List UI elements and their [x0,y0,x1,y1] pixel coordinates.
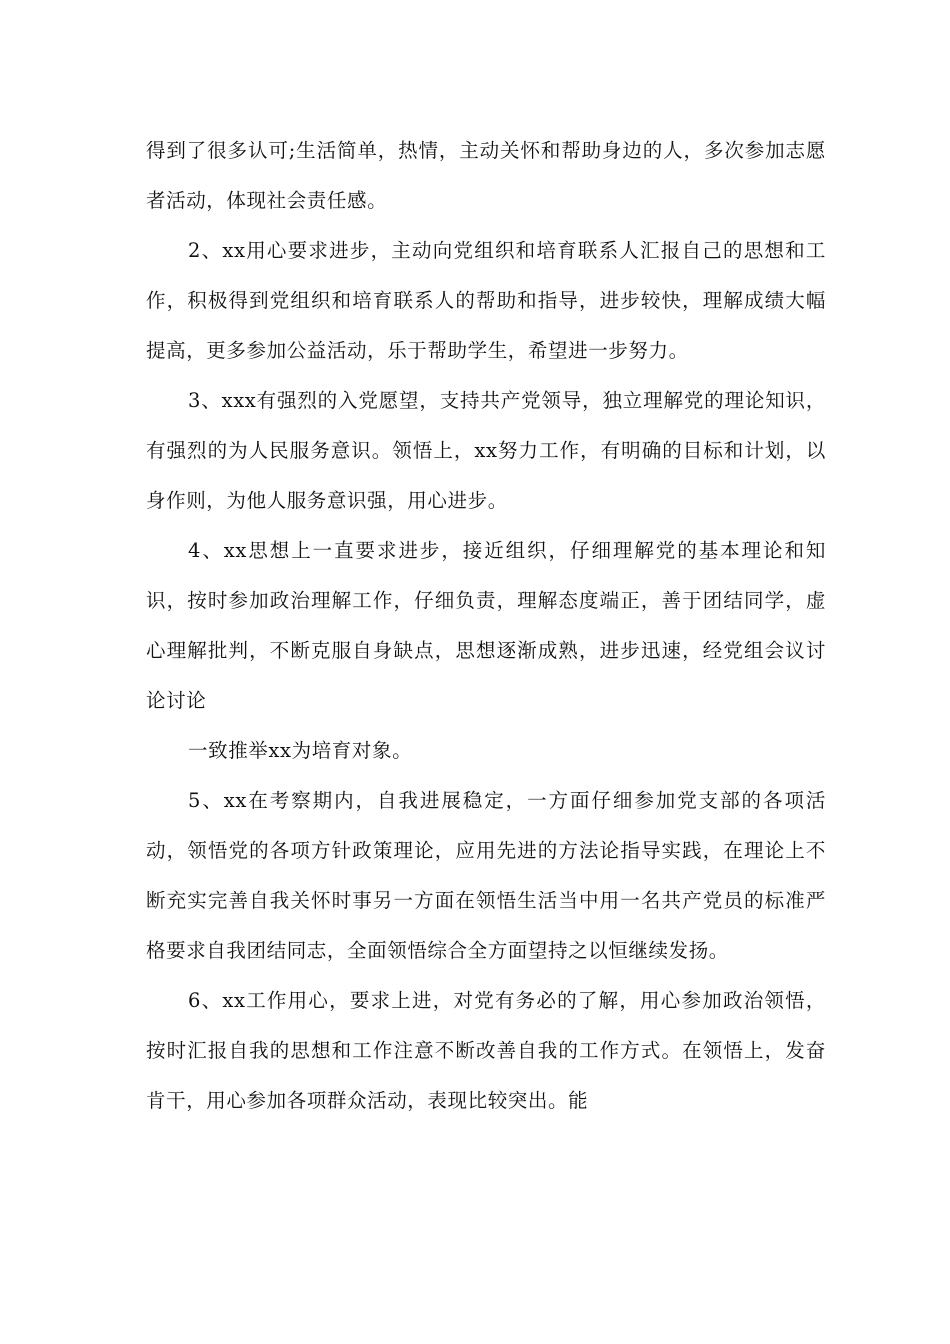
document-body [146,126,826,1126]
paragraph-3: 3、xxx有强烈的入党愿望，支持共产党领导，独立理解党的理论知识，有强烈的为人民服务意识。领悟上，xx努力工作，有明确的目标和计划，以身作则，为他人服务意识强，用心进步。 [146,389,826,512]
paragraph-6: 5、xx在考察期内，自我进展稳定，一方面仔细参加党支部的各项活动，领悟党的各项方针政策理论，应用先进的方法论指导实践，在理论上不断充实完善自我关怀时事另一方面在领悟生活当中用一名共产党员的标准严格要求自我团结同志，全面领悟综合全方面望持之以恒继续发扬。 [146,789,826,962]
paragraph-7: 6、xx工作用心，要求上进，对党有务必的了解，用心参加政治领悟，按时汇报自我的思想和工作注意不断改善自我的工作方式。在领悟上，发奋肯干，用心参加各项群众活动，表现比较突出。能 [146,989,826,1112]
paragraph-2: 2、xx用心要求进步，主动向党组织和培育联系人汇报自己的思想和工作，积极得到党组织和培育联系人的帮助和指导，进步较快，理解成绩大幅提高，更多参加公益活动，乐于帮助学生，希望进一步努力。 [146,239,826,362]
paragraph-4: 4、xx思想上一直要求进步，接近组织，仔细理解党的基本理论和知识，按时参加政治理解工作，仔细负责，理解态度端正，善于团结同学，虚心理解批判，不断克服自身缺点，思想逐渐成熟，进步迅速，经党组会议讨论讨论 [146,539,826,712]
paragraph-5: 一致推举xx为培育对象。 [188,739,413,762]
paragraph-1: 得到了很多认可;生活简单，热情，主动关怀和帮助身边的人，多次参加志愿者活动，体现社会责任感。 [146,139,826,212]
